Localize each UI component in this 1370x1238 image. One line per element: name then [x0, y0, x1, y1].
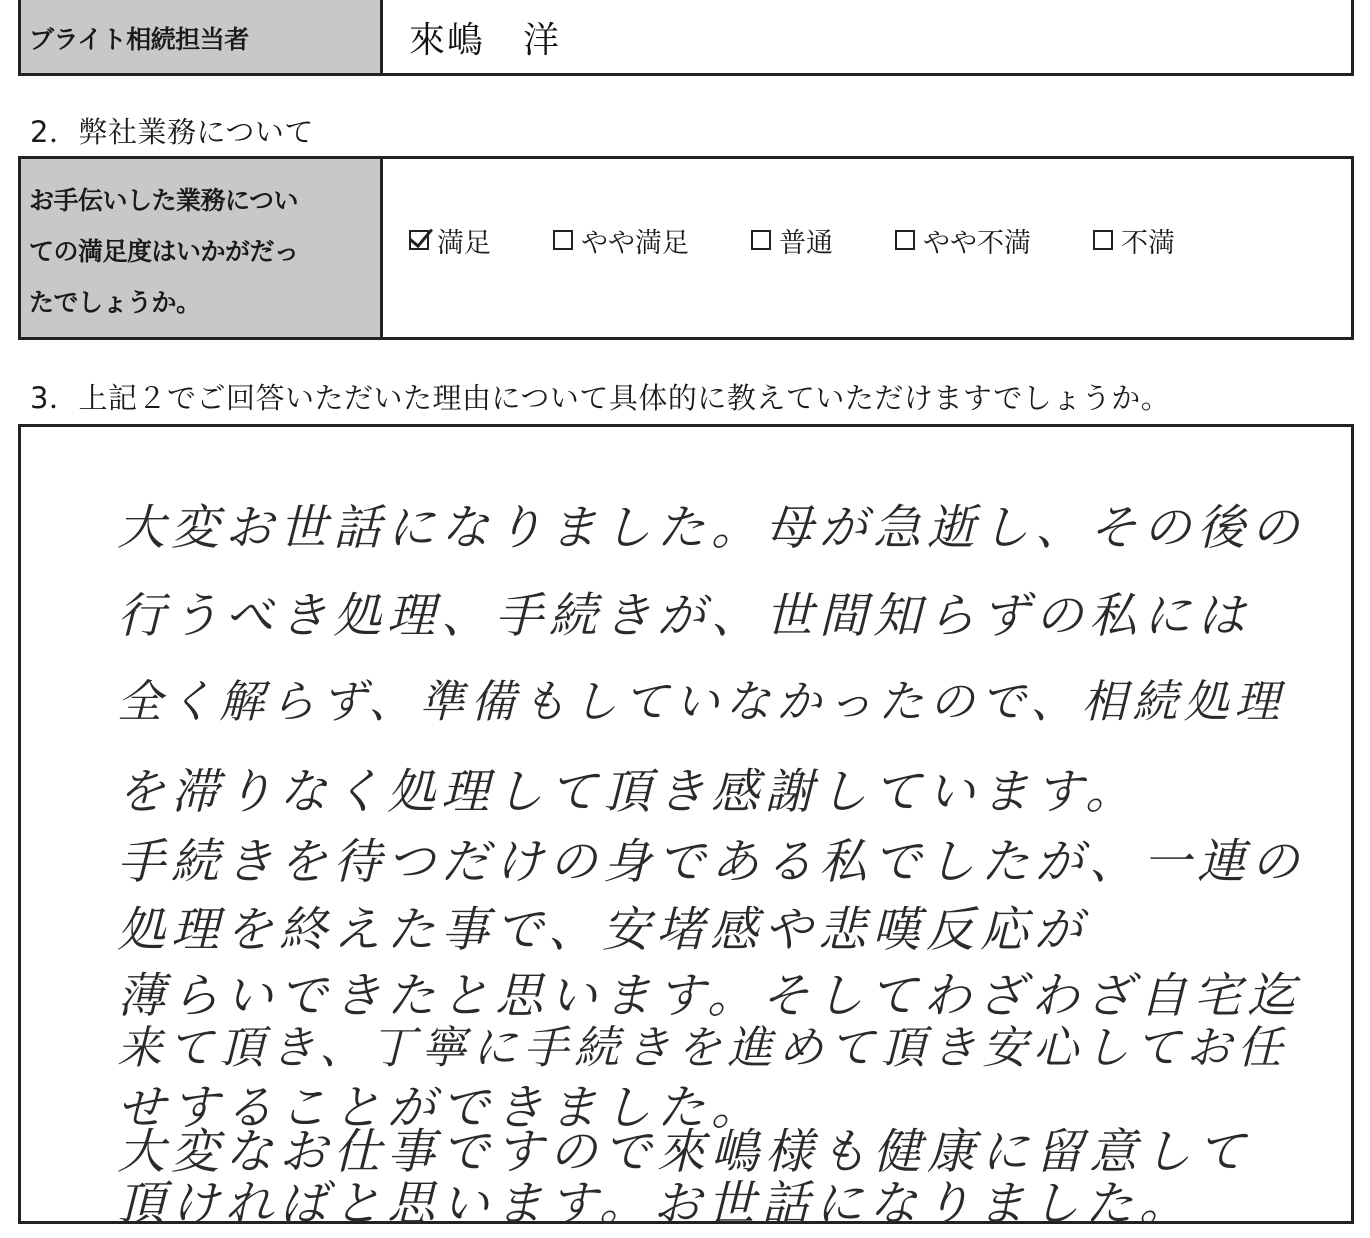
option-somewhat-dissatisfied[interactable]	[895, 221, 1031, 260]
handwritten-line: 大変なお仕事ですので來嶋様も健康に留意して	[117, 1124, 1252, 1180]
section3-title: 3．上記２でご回答いただいた理由について具体的に教えていただけますでしょうか。	[30, 381, 1171, 415]
staff-name: 來嶋 洋	[409, 20, 562, 61]
satisfaction-question	[21, 159, 383, 337]
checkbox-icon[interactable]	[895, 230, 915, 250]
option-label: やや満足	[581, 227, 689, 259]
handwritten-line: 頂ければと思います。お世話になりました。	[117, 1176, 1194, 1232]
handwritten-line: 来て頂き、丁寧に手続きを進めて頂き安心してお任	[117, 1021, 1289, 1074]
option-label: 不満	[1121, 227, 1175, 259]
checkbox-icon[interactable]	[1093, 230, 1113, 250]
option-satisfied[interactable]	[409, 221, 491, 260]
satisfaction-row	[18, 156, 1354, 340]
handwritten-line: 行うべき処理、手続きが、世間知らずの私には	[117, 588, 1252, 644]
checkbox-checked-icon[interactable]	[409, 230, 429, 250]
question-line: ての満足度はいかがだっ	[29, 237, 299, 266]
section2-title: 2．弊社業務について	[30, 115, 314, 149]
option-neutral[interactable]	[751, 221, 833, 260]
option-label: やや不満	[923, 227, 1031, 259]
handwritten-line: せすることができました。	[117, 1080, 766, 1136]
question-line: たでしょうか。	[29, 288, 201, 317]
handwritten-line: 薄らいできたと思います。そしてわざわざ自宅迄	[117, 968, 1302, 1024]
handwritten-line: を滞りなく処理して頂き感謝しています。	[117, 764, 1140, 820]
checkbox-icon[interactable]	[553, 230, 573, 250]
checkbox-icon[interactable]	[751, 230, 771, 250]
handwritten-line: 手続きを待つだけの身である私でしたが、一連の	[117, 834, 1306, 890]
handwritten-line: 大変お世話になりました。母が急逝し、その後の	[117, 500, 1306, 556]
reason-answer-box	[18, 424, 1354, 1232]
staff-row	[18, 0, 1354, 76]
satisfaction-options	[383, 159, 1351, 337]
option-label: 満足	[437, 227, 491, 259]
option-somewhat-satisfied[interactable]	[553, 221, 689, 260]
question-line: お手伝いした業務につい	[29, 186, 299, 215]
option-label: 普通	[779, 227, 833, 259]
option-dissatisfied[interactable]	[1093, 221, 1175, 260]
handwritten-line: 全く解らず、準備もしていなかったので、相続処理	[117, 675, 1286, 728]
handwritten-line: 処理を終えた事で、安堵感や悲嘆反応が	[117, 902, 1089, 958]
staff-label: ブライト相続担当者	[21, 0, 383, 73]
